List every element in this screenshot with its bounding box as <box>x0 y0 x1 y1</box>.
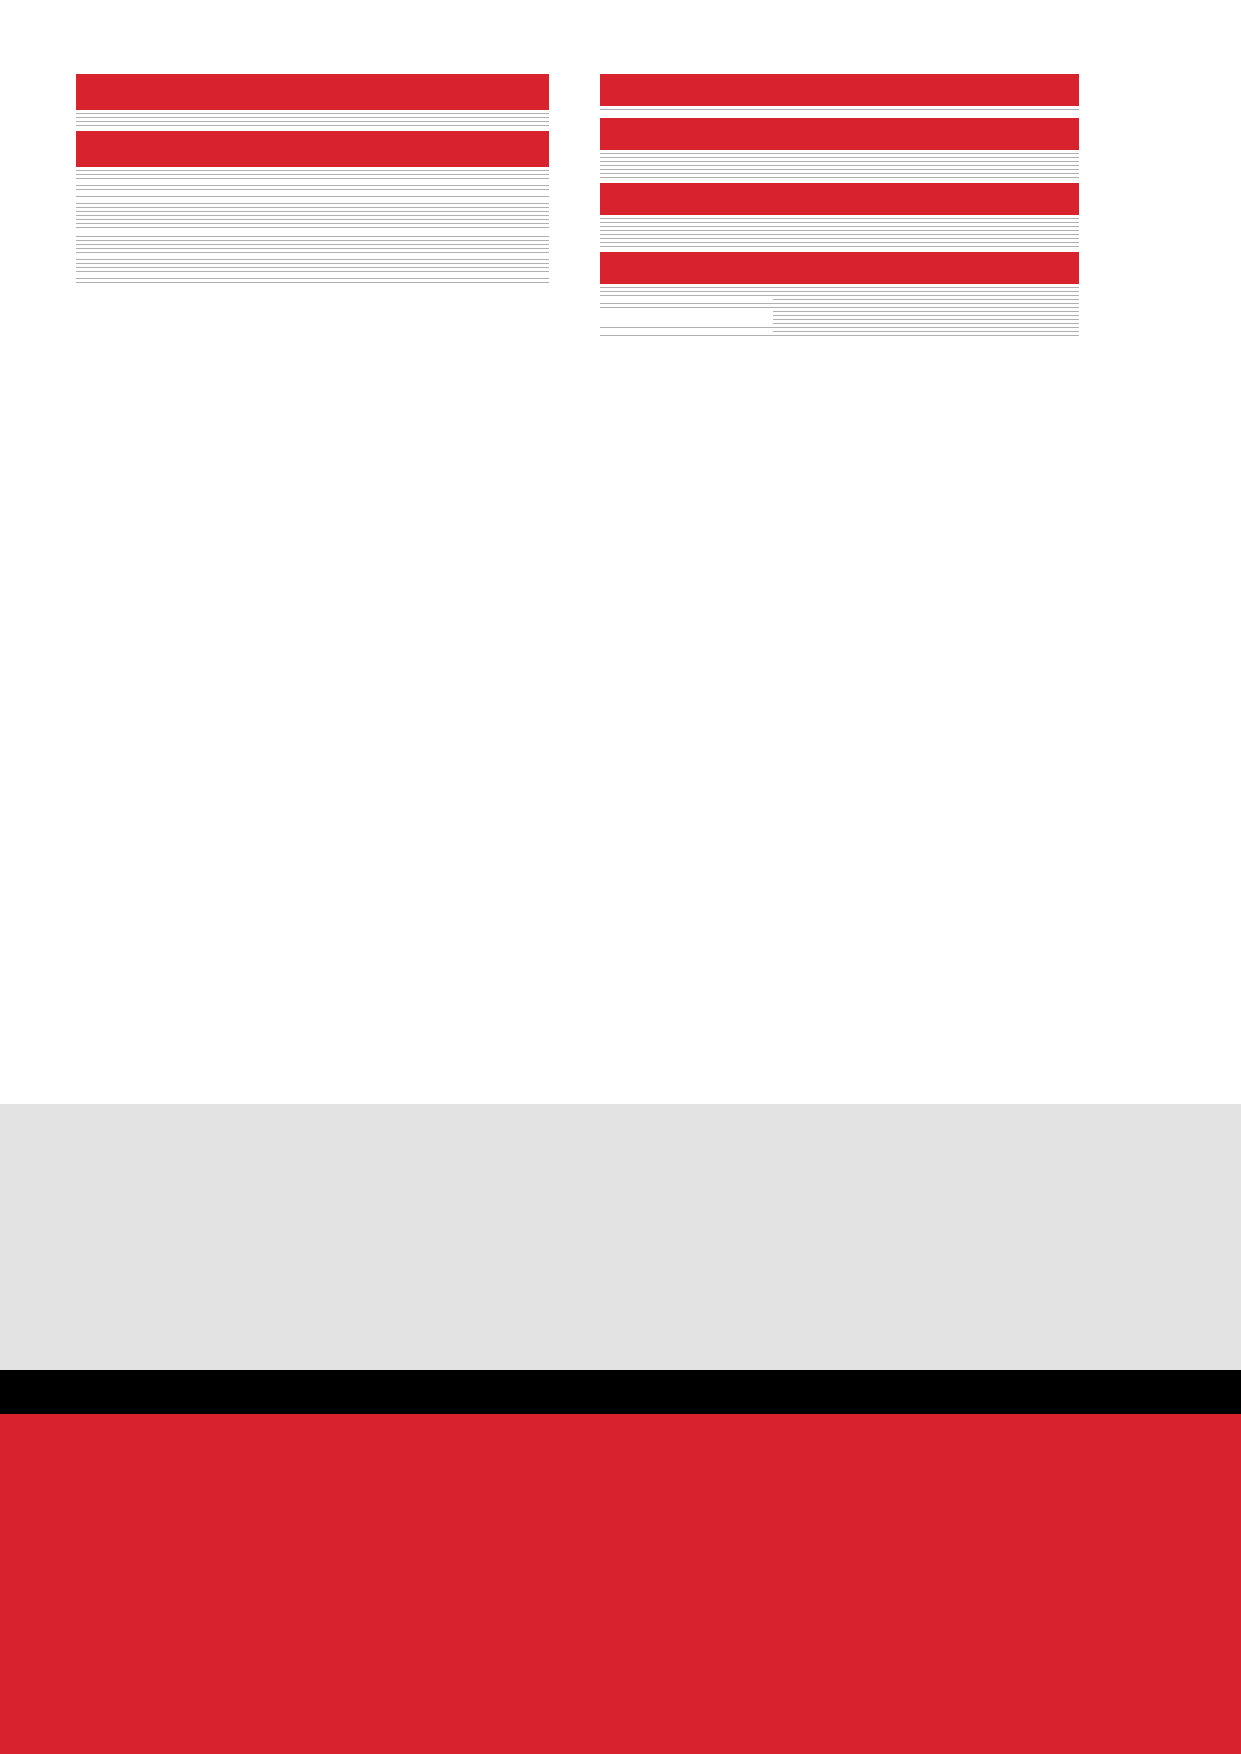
accessory-group-carry <box>600 308 1079 328</box>
section-title-data <box>600 183 1079 215</box>
accessory-group-specialty <box>600 328 1079 336</box>
right-column <box>600 74 1079 336</box>
atex-marking-diagram <box>0 1104 1241 1754</box>
section-title-usability <box>76 131 549 167</box>
marking-svg <box>0 1104 1241 1754</box>
spec-row <box>76 126 549 129</box>
list-item <box>600 178 1079 181</box>
section-title-security <box>600 118 1079 150</box>
section-title-safety-mgmt <box>600 74 1079 106</box>
list-item <box>600 247 1079 250</box>
list-item <box>76 283 549 286</box>
accessory-group-audio-wired <box>600 296 1079 304</box>
left-column <box>76 74 549 286</box>
section-title-location <box>76 74 549 110</box>
section-title-accessories <box>600 252 1079 284</box>
list-item <box>600 113 1079 116</box>
